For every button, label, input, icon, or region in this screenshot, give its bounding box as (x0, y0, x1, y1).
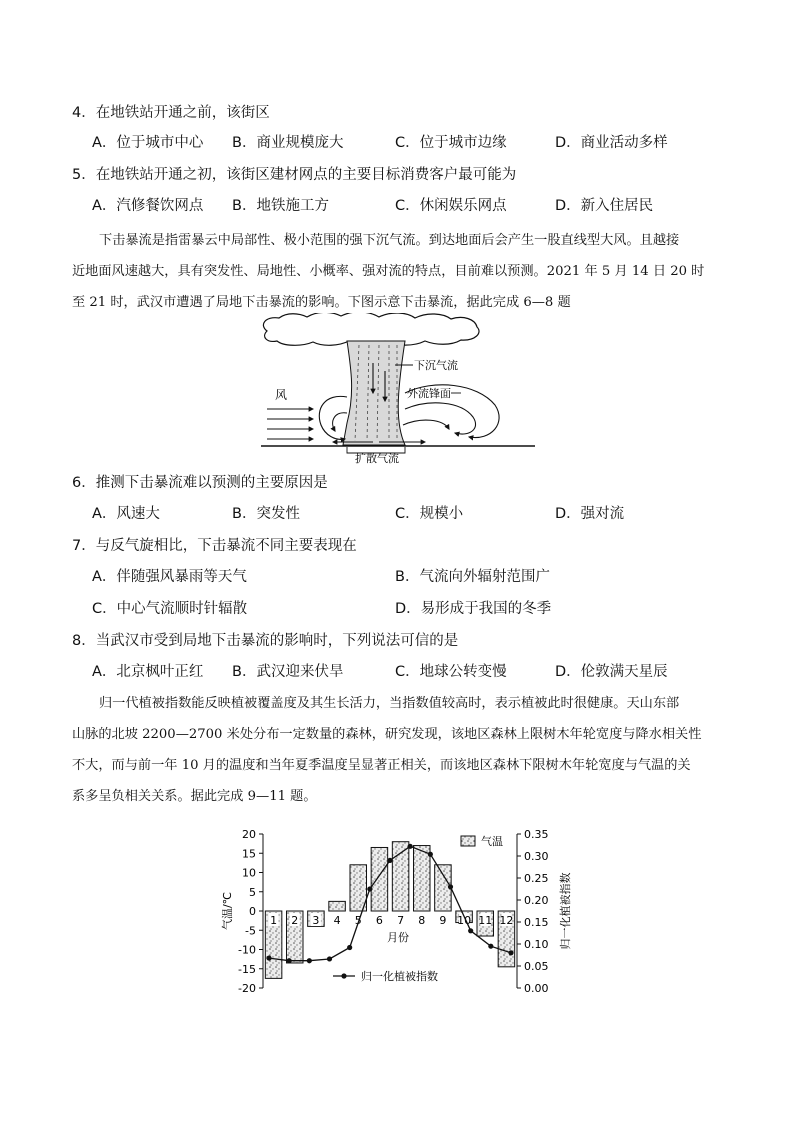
passage2-line: 归一代植被指数能反映植被覆盖度及其生长活力，当指数值较高时，表示植被此时很健康。天山东部 (99, 696, 680, 711)
storm-cloud (263, 313, 479, 345)
legend-label-temperature: 气温 (481, 835, 503, 848)
right-axis-title: 归一化植被指数 (559, 872, 572, 950)
ndvi-point (468, 928, 473, 933)
q7-option-d[interactable]: D．易形成于我国的冬季 (395, 601, 552, 617)
left-tick-label: -5 (245, 924, 256, 938)
month-label: 11 (478, 914, 493, 927)
right-tick-label: 0.10 (524, 938, 549, 951)
ndvi-point (408, 844, 413, 849)
legend-swatch-temperature (461, 836, 475, 846)
temperature-bar (371, 847, 388, 911)
left-tick-label: -15 (238, 962, 256, 976)
q4-option-c[interactable]: C．位于城市边缘 (395, 135, 507, 151)
ndvi-point (367, 886, 372, 891)
q7-option-b[interactable]: B．气流向外辐射范围广 (395, 569, 550, 585)
month-label: 9 (439, 914, 447, 927)
q8-option-d[interactable]: D．伦敦满天星辰 (555, 664, 668, 680)
q5-stem: 5．在地铁站开通之初，该街区建材网点的主要目标消费客户最可能为 (72, 167, 517, 183)
right-tick-label: 0.15 (524, 916, 549, 929)
downburst-diagram (255, 313, 545, 465)
q5-option-a[interactable]: A．汽修餐饮网点 (92, 198, 204, 214)
ndvi-point (266, 955, 271, 960)
month-label: 12 (499, 914, 514, 927)
right-tick-label: 0.00 (524, 982, 549, 995)
ndvi-point (347, 945, 352, 950)
left-tick-label: -10 (238, 943, 256, 957)
ndvi-point (428, 852, 433, 857)
label-wind: 风 (275, 388, 288, 402)
gust-front-vortex-left (319, 396, 347, 439)
q5-option-c[interactable]: C．休闲娱乐网点 (395, 198, 507, 214)
passage1-line: 至 21 时，武汉市遭遇了局地下击暴流的影响。下图示意下击暴流，据此完成 6—8 题 (72, 295, 571, 310)
left-tick-label: 10 (242, 866, 256, 880)
temperature-bar (329, 901, 346, 911)
downdraft-column (343, 341, 405, 445)
month-label: 4 (333, 914, 341, 927)
ndvi-point (387, 858, 392, 863)
ndvi-point (327, 956, 332, 961)
q7-option-a[interactable]: A．伴随强风暴雨等天气 (92, 569, 247, 585)
right-tick-label: 0.35 (524, 828, 549, 841)
q6-option-c[interactable]: C．规模小 (395, 506, 464, 522)
ndvi-point (508, 950, 513, 955)
month-label: 3 (312, 914, 320, 927)
x-axis-title: 月份 (387, 931, 409, 944)
passage2-line: 山脉的北坡 2200—2700 米处分布一定数量的森林，研究发现，该地区森林上限树木年轮宽度与降水相关性 (72, 727, 702, 742)
q6-stem: 6．推测下击暴流难以预测的主要原因是 (72, 475, 328, 491)
left-tick-label: 15 (242, 847, 256, 861)
temperature-bar (413, 846, 430, 911)
q6-option-a[interactable]: A．风速大 (92, 506, 160, 522)
left-tick-label: 0 (249, 905, 256, 918)
legend-label-ndvi: 归一化植被指数 (361, 970, 438, 983)
label-spread: 扩散气流 (355, 452, 399, 465)
q7-option-c[interactable]: C．中心气流顺时针辐散 (92, 601, 248, 617)
month-label: 8 (418, 914, 426, 927)
q4-option-b[interactable]: B．商业规模庞大 (232, 135, 344, 151)
wind-arrows (267, 409, 313, 439)
ndvi-point (488, 944, 493, 949)
month-label: 1 (270, 914, 278, 927)
q7-stem: 7．与反气旋相比，下击暴流不同主要表现在 (72, 538, 357, 554)
right-tick-label: 0.05 (524, 960, 549, 973)
ndvi-point (448, 884, 453, 889)
q4-option-a[interactable]: A．位于城市中心 (92, 135, 204, 151)
month-label: 2 (291, 914, 299, 927)
label-gust-front: 外流锋面 (407, 387, 451, 400)
q4-option-d[interactable]: D．商业活动多样 (555, 135, 668, 151)
q8-option-c[interactable]: C．地球公转变慢 (395, 664, 507, 680)
left-axis-title: 气温/℃ (221, 891, 234, 931)
right-tick-label: 0.30 (524, 850, 549, 863)
left-tick-label: 20 (242, 828, 256, 841)
month-label: 7 (397, 914, 405, 927)
passage-ndvi (72, 688, 726, 812)
passage2-line: 不大，而与前一年 10 月的温度和当年夏季温度呈显著正相关，而该地区森林下限树木年轮宽度与气温的关 (72, 758, 691, 773)
month-label: 10 (457, 914, 472, 927)
month-label: 6 (375, 914, 383, 927)
q8-option-b[interactable]: B．武汉迎来伏旱 (232, 664, 344, 680)
temperature-bar (392, 842, 409, 911)
q5-option-d[interactable]: D．新入住居民 (555, 198, 654, 214)
passage1-line: 近地面风速越大，具有突发性、局地性、小概率、强对流的特点，目前难以预测。2021 年 5 月 14 日 20 时 (72, 264, 705, 279)
q8-option-a[interactable]: A．北京枫叶正红 (92, 664, 204, 680)
temperature-ndvi-chart (215, 822, 575, 1002)
q6-option-b[interactable]: B．突发性 (232, 506, 300, 522)
passage1-line: 下击暴流是指雷暴云中局部性、极小范围的强下沉气流。到达地面后会产生一股直线型大风。且越接 (99, 233, 680, 248)
ndvi-point (307, 958, 312, 963)
right-tick-label: 0.20 (524, 894, 549, 907)
q5-option-b[interactable]: B．地铁施工方 (232, 198, 329, 214)
passage-downburst (72, 225, 726, 318)
month-label: 5 (354, 914, 362, 927)
q6-option-d[interactable]: D．强对流 (555, 506, 625, 522)
legend-point-ndvi (341, 973, 346, 978)
ndvi-point (287, 958, 292, 963)
left-tick-label: 5 (249, 885, 256, 899)
q4-stem: 4．在地铁站开通之前，该街区 (72, 105, 270, 121)
q8-stem: 8．当武汉市受到局地下击暴流的影响时，下列说法可信的是 (72, 633, 459, 649)
passage2-line: 系多呈负相关关系。据此完成 9—11 题。 (72, 789, 317, 804)
left-tick-label: -20 (238, 982, 256, 995)
right-tick-label: 0.25 (524, 872, 549, 885)
label-downdraft: 下沉气流 (414, 359, 458, 372)
